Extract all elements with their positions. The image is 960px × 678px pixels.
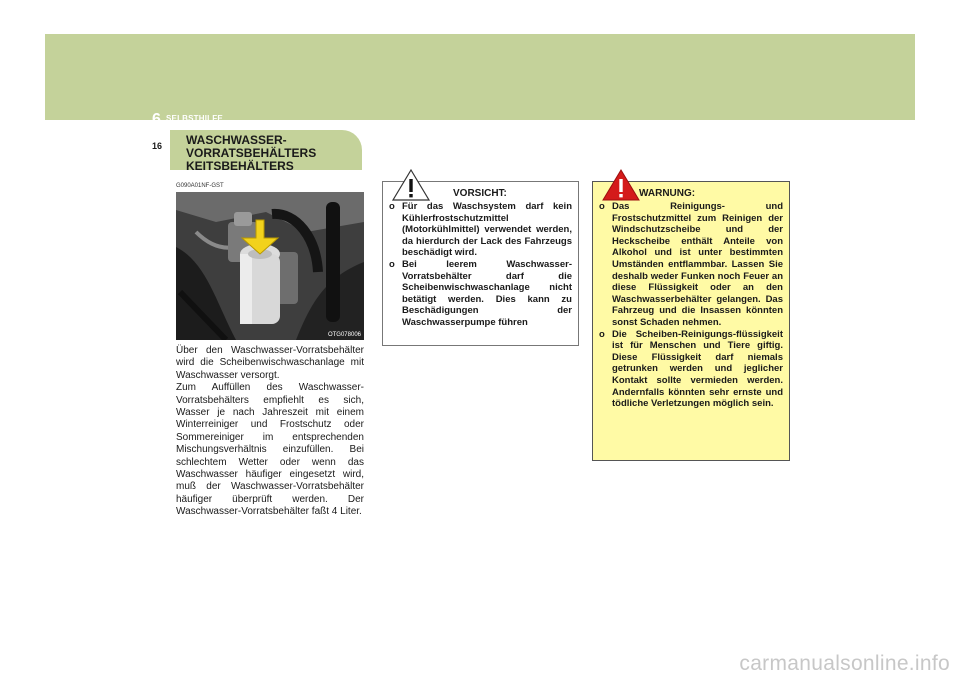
reference-code: G090A01NF-GST xyxy=(176,183,224,189)
section-title-text: WASCHWASSER- VORRATSBEHÄLTERS KEITSBEHÄLTERS xyxy=(186,133,317,173)
bullet: o xyxy=(389,201,395,212)
section-title xyxy=(186,134,366,173)
chapter-number: 6 xyxy=(152,111,161,128)
paragraph: Über den Waschwasser-Vorratsbehälter wird die Scheibenwischwaschanlage mit Waschwasser versorgt. xyxy=(176,345,364,381)
warning-triangle-icon xyxy=(601,168,641,202)
caution-triangle-icon xyxy=(391,168,431,202)
bullet: o xyxy=(599,201,605,212)
header-band xyxy=(45,34,915,120)
caution-item-text: Bei leerem Waschwasser-Vorratsbehälter darf die Scheibenwischwaschanlage nicht betätigt werden. Dies kann zu Beschädigungen der Waschwasserpumpe führen xyxy=(402,258,572,328)
engine-bay-photo xyxy=(176,192,364,340)
warning-heading: WARNUNG: xyxy=(639,188,696,199)
warning-list xyxy=(599,201,783,410)
page-number: 16 xyxy=(152,141,163,151)
warning-item xyxy=(599,329,783,410)
chapter-title: SELBSTHILFE xyxy=(166,114,223,123)
paragraph: Zum Auffüllen des Waschwasser-Vorratsbehälters empfiehlt es sich, Wasser je nach Jahreszeit mit einem Winterreiniger und Frostschutz oder Sommereiniger im entsprechenden Mischungsverhältnis einzufüllen. Bei schlechtem Wetter oder wenn das Waschwasser häufiger eingesetzt wird, muß der Waschwasser-Vorratsbehälter häufiger überprüft werden. Der Waschwasser-Vorratsbehälter faßt 4 Liter. xyxy=(176,382,364,518)
watermark: carmanualsonline.info xyxy=(739,652,950,675)
warning-item-text: Die Scheiben-Reinigungs-flüssigkeit ist für Menschen und Tiere giftig. Diese Flüssigkeit darf niemals getrunken werden und jeglicher Kontakt sollte vermieden werden. Andernfalls könnten sehr ernste und tödliche Verletzungen möglich sein. xyxy=(612,328,783,410)
warning-item xyxy=(599,201,783,329)
bullet: o xyxy=(389,258,395,270)
caution-list xyxy=(389,201,572,329)
caution-item xyxy=(389,259,572,329)
photo-code: OTG078006 xyxy=(327,332,361,338)
engine-bay-illustration xyxy=(176,192,364,340)
caution-box xyxy=(382,181,579,346)
warning-item-text: Das Reinigungs- und Frostschutzmittel zum Reinigen der Windschutzscheibe und der Heckscheibe enthält Anteile von Alkohol und ist unter bestimmten Umständen entflammbar. Lassen Sie deshalb weder Funken noch Feuer an diese Flüssigkeit oder an den Waschwasserbehälter gelangen. Das Fahrzeug und die Insassen könnten sonst Schaden nehmen. xyxy=(612,201,783,328)
caution-item-text: Für das Waschsystem darf kein Kühlerfrostschutzmittel (Motorkühlmittel) verwendet werden, da hierdurch der Lack des Fahrzeugs beschädigt wird. xyxy=(402,201,572,259)
body-text xyxy=(176,345,364,519)
bullet: o xyxy=(599,328,605,340)
warning-box xyxy=(592,181,790,461)
caution-item xyxy=(389,201,572,259)
caution-heading: VORSICHT: xyxy=(453,188,507,199)
